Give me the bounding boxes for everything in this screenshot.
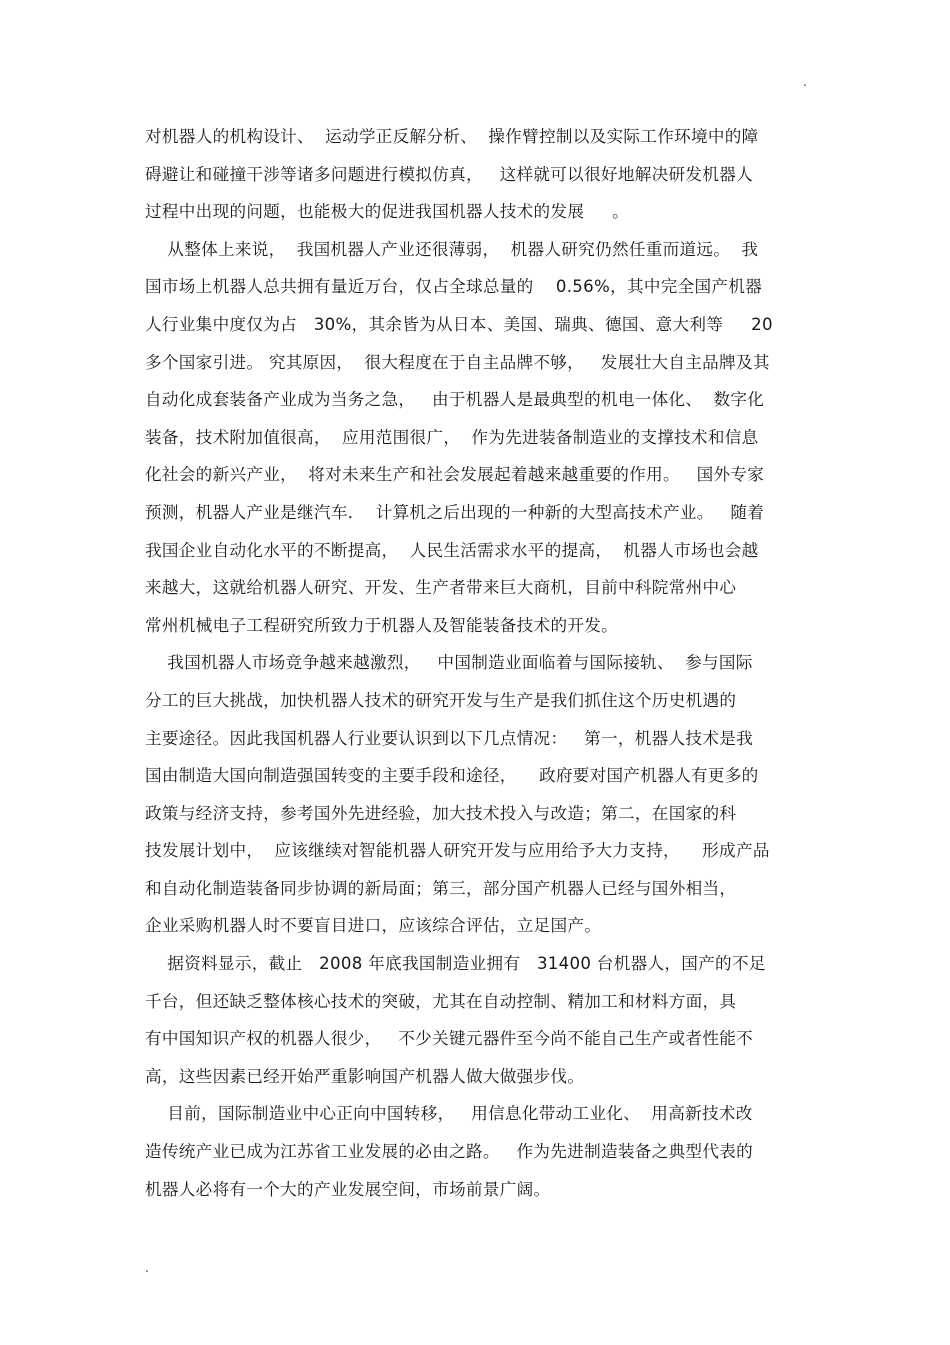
text-line: 和自动化制造装备同步协调的新局面；第三，部分国产机器人已经与国外相当， [145,878,737,898]
text-line: 技发展计划中， 应该继续对智能机器人研究开发与应用给予大力支持， 形成产品 [145,841,770,861]
paragraph-2 [145,231,810,645]
text-line: 千台，但还缺乏整体核心技术的突破，尤其在自动控制、精加工和材料方面，具 [145,991,737,1011]
text-line: 来越大，这就给机器人研究、开发、生产者带来巨大商机，目前中科院常州中心 [145,578,737,598]
text-line: 目前，国际制造业中心正向中国转移， 用信息化带动工业化、 用高新技术改 [145,1104,753,1124]
text-line: 高，这些因素已经开始严重影响国产机器人做大做强步伐。 [145,1066,585,1086]
text-line: 我国企业自动化水平的不断提高， 人民生活需求水平的提高， 机器人市场也会越 [145,540,759,560]
body-text [145,118,810,1208]
text-line: 企业采购机器人时不要盲目进口，应该综合评估，立足国产。 [145,916,602,936]
paragraph-1 [145,118,810,231]
paragraph-5 [145,1095,810,1208]
text-line: 有中国知识产权的机器人很少， 不少关键元器件至今尚不能自己生产或者性能不 [145,1029,754,1049]
text-line: 对机器人的机构设计、 运动学正反解分析、 操作臂控制以及实际工作环境中的障 [145,127,759,146]
text-line: 国由制造大国向制造强国转变的主要手段和途径， 政府要对国产机器人有更多的 [145,766,759,786]
text-line: 政策与经济支持，参考国外先进经验，加大技术投入与改造；第二，在国家的科 [145,803,737,823]
text-line: 我国机器人市场竞争越来越激烈， 中国制造业面临着与国际接轨、 参与国际 [145,653,753,673]
text-line: 装备，技术附加值很高， 应用范围很广， 作为先进装备制造业的支撑技术和信息 [145,427,759,447]
text-line: 造传统产业已成为江苏省工业发展的必由之路。 作为先进制造装备之典型代表的 [145,1142,754,1162]
paragraph-4 [145,945,810,1095]
text-line: 机器人必将有一个大的产业发展空间，市场前景广阔。 [145,1179,551,1199]
page-mark-top: . [803,75,807,89]
text-line: 人行业集中度仅为占 30%，其余皆为从日本、美国、瑞典、德国、意大利等 20 [145,314,773,334]
text-line: 主要途径。因此我国机器人行业要认识到以下几点情况： 第一，机器人技术是我 [145,728,754,748]
text-line: 过程中出现的问题，也能极大的促进我国机器人技术的发展 。 [145,202,630,222]
text-line: 从整体上来说， 我国机器人产业还很薄弱， 机器人研究仍然任重而道远。 我 [145,239,759,259]
text-line: 多个国家引进。 究其原因， 很大程度在于自主品牌不够， 发展壮大自主品牌及其 [145,352,770,372]
text-line: 分工的巨大挑战，加快机器人技术的研究开发与生产是我们抓住这个历史机遇的 [145,690,737,710]
text-line: 据资料显示，截止 2008 年底我国制造业拥有 31400 台机器人，国产的不足 [145,954,766,974]
page-mark-bottom: . [145,1261,149,1275]
text-line: 化社会的新兴产业， 将对未来生产和社会发展起着越来越重要的作用。 国外专家 [145,465,765,485]
text-line: 碍避让和碰撞干涉等诸多问题进行模拟仿真， 这样就可以很好地解决研发机器人 [145,164,754,184]
text-line: 国市场上机器人总共拥有量近万台，仅占全球总量的 0.56%，其中完全国产机器 [145,277,763,297]
text-line: 预测，机器人产业是继汽车． 计算机之后出现的一种新的大型高技术产业。 随着 [145,502,765,522]
text-line: 自动化成套装备产业成为当务之急， 由于机器人是最典型的机电一体化、 数字化 [145,390,765,410]
paragraph-3 [145,644,810,945]
text-line: 常州机械电子工程研究所致力于机器人及智能装备技术的开发。 [145,615,619,635]
